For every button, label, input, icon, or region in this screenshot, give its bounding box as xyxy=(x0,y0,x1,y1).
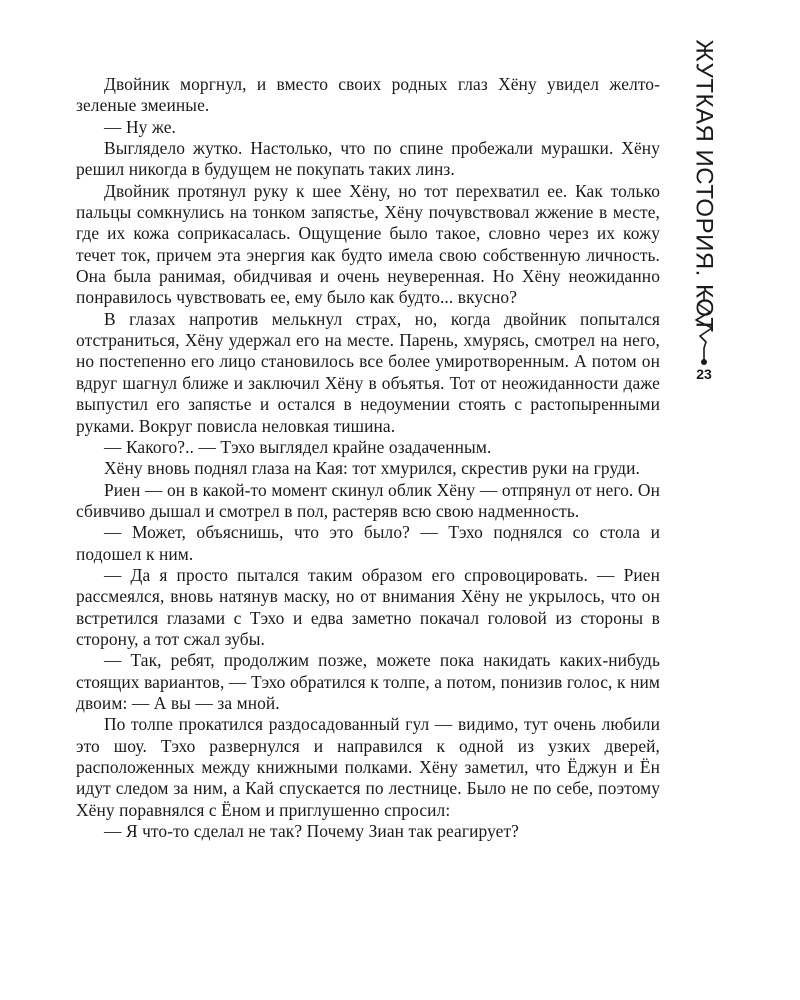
paragraph: — Так, ребят, продолжим позже, можете пока накидать каких-нибудь стоящих вариантов, — Тэхо обратился к толпе, а потом, понизив голос, к ним двоим: — А вы — за мной. xyxy=(76,650,660,713)
page-number: 23 xyxy=(696,366,712,382)
running-title xyxy=(683,38,725,333)
paragraph: — Какого?.. — Тэхо выглядел крайне озадаченным. xyxy=(104,436,492,457)
paragraph: — Ну же. xyxy=(104,116,176,137)
paragraph: В глазах напротив мелькнул страх, но, когда двойник попытался отстраниться, Хёну удержал его на месте. Парень, хмурясь, смотрел на него, но постепенно его лицо становилось все более умиротворенным. А потом он вдруг шагнул ближе и заключил Хёну в объятья. Тот от неожиданности даже выпустил его запястье и остался в недоумении стоять с растопыренными руками. Вокруг повисла неловкая тишина. xyxy=(76,308,660,436)
paragraph: Риен — он в какой-то момент скинул облик Хёну — отпрянул от него. Он сбивчиво дышал и смотрел в пол, растеряв всю свою надменность. xyxy=(76,479,660,521)
heartbeat-line-icon xyxy=(684,292,724,367)
paragraph: По толпе прокатился раздосадованный гул — видимо, тут очень любили это шоу. Тэхо развернулся и направился к одной из узких дверей, расположенных между книжными полками. Хёну заметил, что Ёджун и Ён идут следом за ним, а Кай спускается по лестнице. Было не по себе, поэтому Хёну поравнялся с Ёном и приглушенно спросил: xyxy=(76,714,660,820)
paragraph: — Да я просто пытался таким образом его спровоцировать. — Риен рассмеялся, вновь натянув маску, но от внимания Хёну не укрылось, что он встретился глазами с Тэхо и едва заметно покачал головой из стороны в сторону, а тот сжал зубы. xyxy=(76,564,660,649)
paragraph: — Может, объяснишь, что это было? — Тэхо поднялся со стола и подошел к ним. xyxy=(76,522,660,564)
running-title-text: ЖУТКАЯ ИСТОРИЯ. КОТ xyxy=(691,38,718,333)
paragraph: Двойник моргнул, и вместо своих родных глаз Хёну увидел желто-зеленые змеиные. xyxy=(76,74,660,116)
paragraph: Выглядело жутко. Настолько, что по спине пробежали мурашки. Хёну решил никогда в будущем не покупать таких линз. xyxy=(76,138,660,180)
paragraph: Хёну вновь поднял глаза на Кая: тот хмурился, скрестив руки на груди. xyxy=(104,458,640,479)
body-text xyxy=(76,74,660,842)
paragraph: Двойник протянул руку к шее Хёну, но тот перехватил ее. Как только пальцы сомкнулись на тонком запястье, Хёну почувствовал жжение в месте, где их кожа соприкасалась. Ощущение было такое, словно через их кожу течет ток, причем эта энергия как будто имела свою собственную личность. Она была ранимая, обидчивая и очень неуверенная. Но Хёну неожиданно понравилось чувствовать ее, ему было как будто... вкусно? xyxy=(76,180,660,308)
paragraph: — Я что-то сделал не так? Почему Зиан так реагирует? xyxy=(104,821,519,842)
